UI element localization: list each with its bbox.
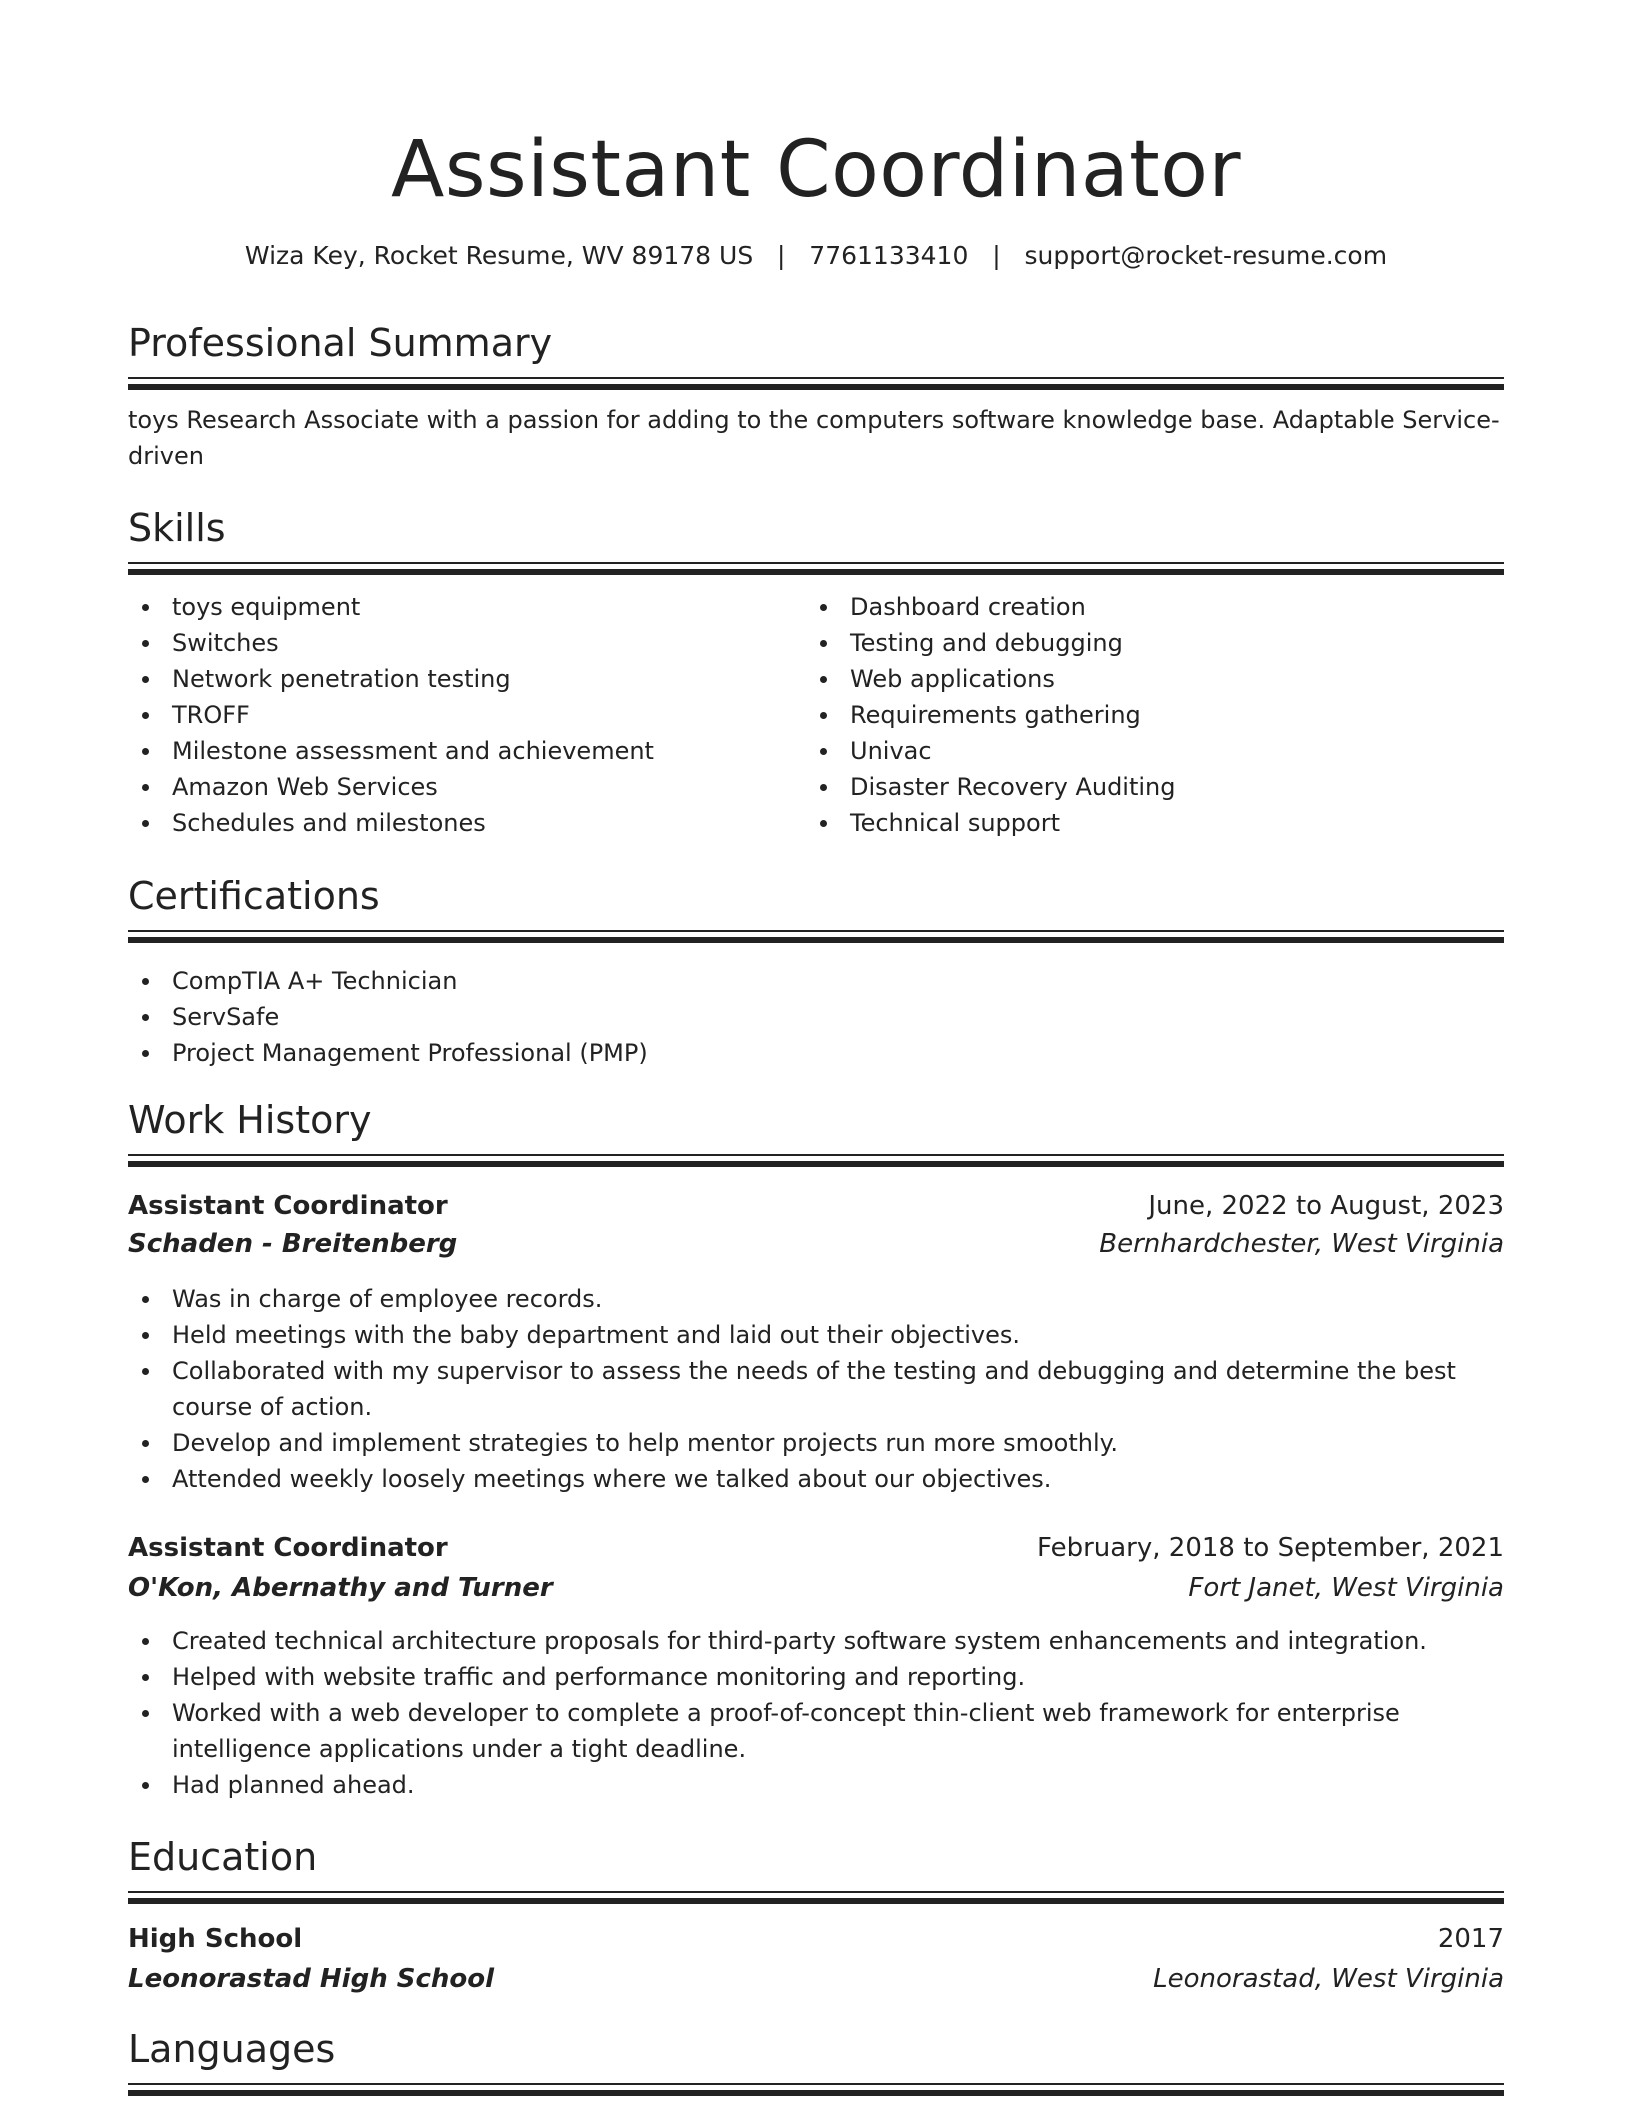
education-year: 2017: [1437, 1924, 1504, 1954]
job-bullet: Had planned ahead.: [128, 1767, 1504, 1803]
summary-text: toys Research Associate with a passion for adding to the computers software knowledge base. Adaptable Service-driven: [128, 406, 1500, 470]
skills-list-right: [806, 589, 1504, 841]
skill-item: TROFF: [128, 697, 800, 733]
contact-line: Wiza Key, Rocket Resume, WV 89178 US | 7761133410 | support@rocket-resume.com: [244, 241, 1388, 270]
skill-item: Amazon Web Services: [128, 769, 800, 805]
job-company-row: [128, 1225, 1504, 1263]
job-bullets: [128, 1623, 1504, 1803]
skills-rule-thick: [128, 569, 1504, 575]
skill-item: Testing and debugging: [806, 625, 1504, 661]
job-bullets: [128, 1281, 1504, 1497]
languages-title: Languages: [128, 2027, 336, 2071]
skill-item: Web applications: [806, 661, 1504, 697]
education-degree: High School: [128, 1924, 303, 1954]
skills-title: Skills: [128, 506, 226, 550]
skill-item: Univac: [806, 733, 1504, 769]
work-rule-thick: [128, 1161, 1504, 1167]
education-school: Leonorastad High School: [128, 1964, 495, 1994]
resume-name: Assistant Coordinator: [390, 125, 1242, 215]
job-bullet: Worked with a web developer to complete a proof-of-concept thin-client web framework for enterprise intelligence applications under a tight deadline.: [128, 1695, 1504, 1767]
job-header-row: [128, 1187, 1504, 1225]
job-bullet: Created technical architecture proposals for third-party software system enhancements and integration.: [128, 1623, 1504, 1659]
work-section: [128, 1095, 1504, 1145]
job-bullet: Held meetings with the baby department and laid out their objectives.: [128, 1317, 1504, 1353]
skill-item: Milestone assessment and achievement: [128, 733, 800, 769]
skill-item: Dashboard creation: [806, 589, 1504, 625]
summary-rule-thick: [128, 384, 1504, 390]
skills-list-left: [128, 589, 800, 841]
education-rule-thin: [128, 1891, 1504, 1893]
summary-section: [128, 318, 1504, 368]
skills-rule-thin: [128, 562, 1504, 564]
job-dates: June, 2022 to August, 2023: [1148, 1191, 1504, 1221]
job-header-row: [128, 1529, 1504, 1567]
skill-item: Technical support: [806, 805, 1504, 841]
job-bullet: Attended weekly loosely meetings where we talked about our objectives.: [128, 1461, 1504, 1497]
certifications-title: Certifications: [128, 874, 380, 918]
summary-rule-thin: [128, 377, 1504, 379]
job-bullet: Helped with website traffic and performance monitoring and reporting.: [128, 1659, 1504, 1695]
education-title: Education: [128, 1835, 318, 1879]
skill-item: toys equipment: [128, 589, 800, 625]
job-title: Assistant Coordinator: [128, 1191, 448, 1221]
skill-item: Schedules and milestones: [128, 805, 800, 841]
job-title: Assistant Coordinator: [128, 1533, 448, 1563]
skill-item: Disaster Recovery Auditing: [806, 769, 1504, 805]
education-location: Leonorastad, West Virginia: [1153, 1964, 1504, 1994]
job-location: Fort Janet, West Virginia: [1188, 1573, 1504, 1603]
certification-item: Project Management Professional (PMP): [128, 1035, 1504, 1071]
education-school-row: [128, 1960, 1504, 1998]
certifications-rule-thin: [128, 930, 1504, 932]
certifications-rule-thick: [128, 937, 1504, 943]
languages-rule-thick: [128, 2090, 1504, 2096]
job-bullet: Develop and implement strategies to help mentor projects run more smoothly.: [128, 1425, 1504, 1461]
job-company-row: [128, 1569, 1504, 1607]
work-rule-thin: [128, 1154, 1504, 1156]
education-header-row: [128, 1920, 1504, 1958]
job-company: O'Kon, Abernathy and Turner: [128, 1573, 553, 1603]
job-bullet: Collaborated with my supervisor to assess the needs of the testing and debugging and determine the best course of action.: [128, 1353, 1504, 1425]
skill-item: Requirements gathering: [806, 697, 1504, 733]
certifications-list: [128, 963, 1504, 1071]
skill-item: Network penetration testing: [128, 661, 800, 697]
resume-page: [128, 0, 1504, 2112]
job-location: Bernhardchester, West Virginia: [1099, 1229, 1504, 1259]
job-company: Schaden - Breitenberg: [128, 1229, 458, 1259]
work-title: Work History: [128, 1098, 372, 1142]
certification-item: ServSafe: [128, 999, 1504, 1035]
languages-section: [128, 2024, 1504, 2074]
certifications-section: [128, 871, 1504, 921]
job-bullet: Was in charge of employee records.: [128, 1281, 1504, 1317]
education-rule-thick: [128, 1898, 1504, 1904]
certification-item: CompTIA A+ Technician: [128, 963, 1504, 999]
education-section: [128, 1832, 1504, 1882]
skill-item: Switches: [128, 625, 800, 661]
languages-rule-thin: [128, 2083, 1504, 2085]
skills-section: [128, 503, 1504, 553]
summary-title: Professional Summary: [128, 321, 553, 365]
job-dates: February, 2018 to September, 2021: [1037, 1533, 1504, 1563]
